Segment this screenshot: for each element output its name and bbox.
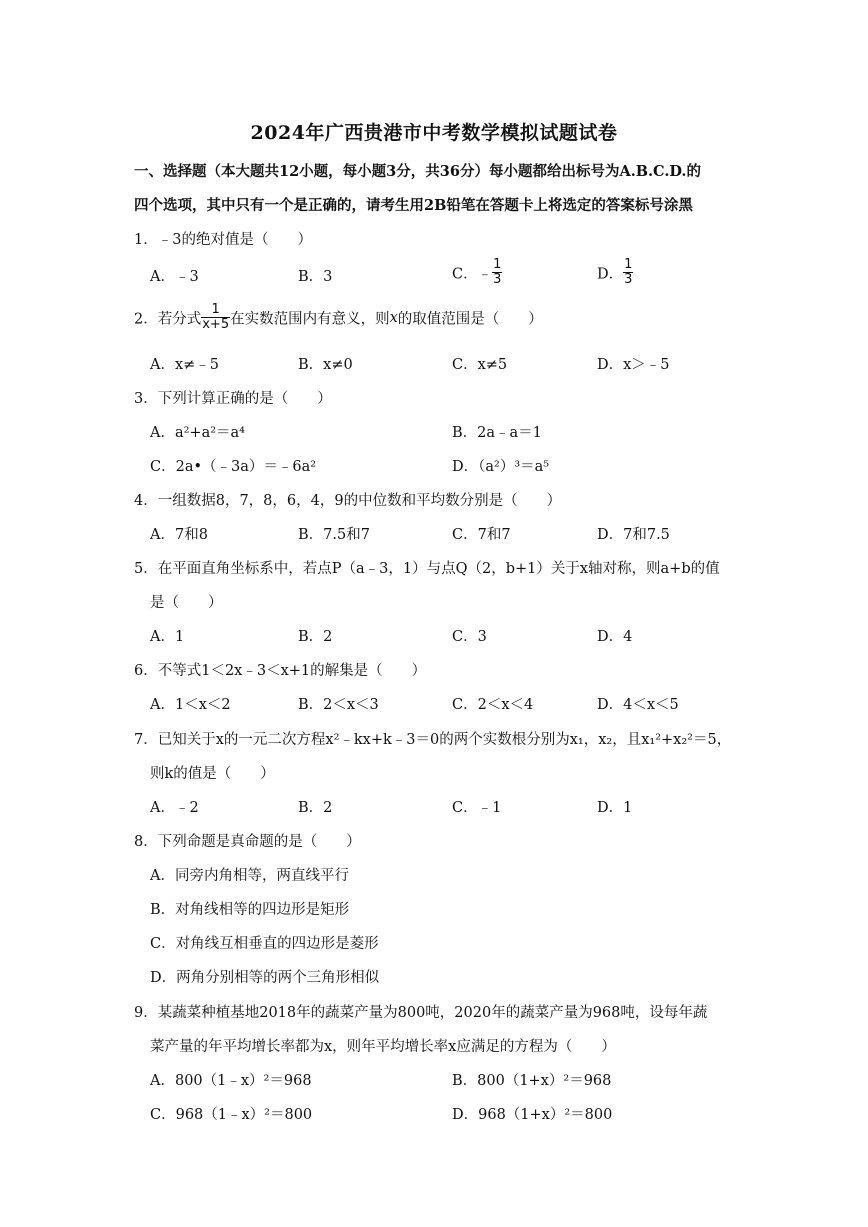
question-2-option-c: C．x≠5 — [452, 357, 508, 373]
question-5-option-d: D．4 — [597, 629, 633, 645]
question-1-stem: 1．﹣3的绝对值是（ ） — [134, 232, 312, 248]
question-4-option-b: B．7.5和7 — [298, 527, 370, 543]
question-3-stem: 3．下列计算正确的是（ ） — [134, 391, 332, 407]
question-4-option-c: C．7和7 — [452, 527, 511, 543]
question-3-option-d: D．（a²）³＝a⁵ — [452, 459, 550, 475]
section-instructions-line2: 四个选项，其中只有一个是正确的，请考生用2B铅笔在答题卡上将选定的答案标号涂黑 — [134, 197, 693, 214]
question-2-text-end: 的取值范围是（ ） — [397, 311, 543, 328]
question-5-stem-line2: 是（ ） — [150, 595, 223, 611]
question-9-stem-line2: 菜产量的年平均增长率都为x，则年平均增长率x应满足的方程为（ ） — [150, 1039, 616, 1055]
question-5-option-b: B．2 — [298, 629, 333, 645]
question-1-option-a: A．﹣3 — [150, 269, 199, 285]
question-7-stem-line2: 则k的值是（ ） — [150, 766, 275, 782]
question-3-option-a: A．a²+a²＝a⁴ — [150, 425, 245, 441]
question-1-option-c — [452, 258, 502, 288]
question-6-option-d: D．4＜x＜5 — [597, 697, 679, 713]
question-2-prefix: 2．若分式 — [134, 311, 202, 328]
question-2-option-b: B．x≠0 — [298, 357, 353, 373]
question-5-option-c: C．3 — [452, 629, 487, 645]
question-2-option-d: D．x＞﹣5 — [597, 357, 670, 373]
question-6-option-b: B．2＜x＜3 — [298, 697, 379, 713]
question-1-option-b: B．3 — [298, 269, 333, 285]
fraction-denominator: x+5 — [202, 317, 230, 333]
question-5-stem-line1: 5．在平面直角坐标系中，若点P（a﹣3，1）与点Q（2，b+1）关于x轴对称，则a+b的值 — [134, 561, 720, 577]
question-3-option-c: C．2a•（﹣3a）＝﹣6a² — [150, 459, 317, 475]
question-2-option-a: A．x≠﹣5 — [150, 357, 220, 373]
question-8-option-c: C．对角线互相垂直的四边形是菱形 — [150, 936, 379, 952]
question-7-stem-line1: 7．已知关于x的一元二次方程x²﹣kx+k﹣3＝0的两个实数根分别为x₁，x₂，且x₁²+x₂²＝5， — [134, 732, 732, 748]
question-2-variable: x — [389, 309, 398, 326]
question-7-option-a: A．﹣2 — [150, 800, 199, 816]
question-1-option-d-prefix: D． — [597, 266, 624, 283]
question-1-option-c-prefix: C．﹣ — [452, 266, 493, 283]
question-6-stem: 6．不等式1＜2x﹣3＜x+1的解集是（ ） — [134, 663, 427, 679]
page-title: 2024年广西贵港市中考数学模拟试题试卷 — [250, 122, 618, 144]
question-9-option-d: D．968（1+x）²＝800 — [452, 1107, 613, 1123]
question-1-option-d — [597, 258, 633, 288]
question-5-option-a: A．1 — [150, 629, 185, 645]
fraction-denominator: 3 — [624, 272, 633, 288]
fraction-numerator: 1 — [201, 303, 230, 318]
fraction-numerator: 1 — [624, 257, 633, 272]
question-1-option-c-fraction — [492, 258, 502, 288]
question-7-option-c: C．﹣1 — [452, 800, 502, 816]
fraction-denominator: 3 — [493, 272, 502, 288]
fraction-numerator: 1 — [493, 257, 502, 272]
question-8-option-a: A．同旁内角相等，两直线平行 — [150, 868, 349, 884]
question-8-stem: 8．下列命题是真命题的是（ ） — [134, 834, 361, 850]
question-1-option-d-fraction — [623, 258, 633, 288]
question-6-option-a: A．1＜x＜2 — [150, 697, 231, 713]
question-2-fraction — [201, 303, 230, 333]
question-7-option-d: D．1 — [597, 800, 633, 816]
question-4-stem: 4．一组数据8，7，8，6，4，9的中位数和平均数分别是（ ） — [134, 493, 562, 509]
question-9-option-c: C．968（1﹣x）²＝800 — [150, 1107, 313, 1123]
question-3-option-b: B．2a﹣a＝1 — [452, 425, 542, 441]
question-9-stem-line1: 9．某蔬菜种植基地2018年的蔬菜产量为800吨，2020年的蔬菜产量为968吨，设每年蔬 — [134, 1005, 708, 1021]
question-2-stem — [134, 303, 543, 333]
question-2-text: 在实数范围内有意义，则 — [230, 311, 390, 328]
question-7-option-b: B．2 — [298, 800, 333, 816]
question-8-option-d: D．两角分别相等的两个三角形相似 — [150, 970, 380, 986]
question-9-option-a: A．800（1﹣x）²＝968 — [150, 1073, 312, 1089]
question-9-option-b: B．800（1+x）²＝968 — [452, 1073, 612, 1089]
question-6-option-c: C．2＜x＜4 — [452, 697, 534, 713]
question-8-option-b: B．对角线相等的四边形是矩形 — [150, 902, 350, 918]
question-4-option-d: D．7和7.5 — [597, 527, 670, 543]
section-instructions-line1: 一、选择题（本大题共12小题，每小题3分，共36分）每小题都给出标号为A.B.C.D.的 — [134, 163, 701, 180]
question-4-option-a: A．7和8 — [150, 527, 208, 543]
